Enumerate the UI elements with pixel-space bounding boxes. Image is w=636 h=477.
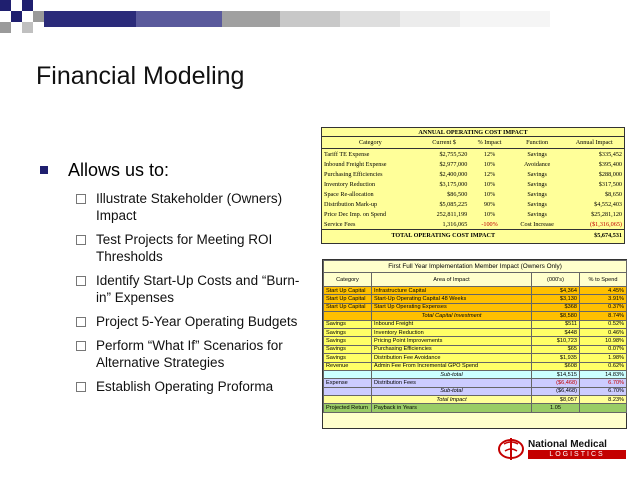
table-row: Start Up Capital Infrastructure Capital $4,364 4.45% — [324, 287, 627, 295]
table-row: Savings Purchasing Efficiencies $65 0.07% — [324, 345, 627, 353]
member-impact-table — [322, 259, 627, 429]
table-header-row: Category Area of Impact (000's) % to Spend — [324, 273, 627, 287]
table-row: Projected Return Payback in Years 1.05 — [324, 404, 627, 412]
sub-bullet: Illustrate Stakeholder (Owners) Impact — [74, 190, 314, 224]
table-row: Savings Pricing Point Improvements $10,723 10.98% — [324, 337, 627, 345]
annual-cost-impact-table — [321, 127, 625, 244]
table-header-row: Category Current $ % Impact Function Annual Impact — [322, 137, 624, 149]
checkbox-bullet-icon — [76, 382, 86, 392]
table-row: Purchasing Efficiencies $2,400,000 12% Savings $288,000 — [324, 170, 622, 178]
table-row: Inbound Freight Expense $2,977,000 10% Avoidance $395,400 — [324, 160, 622, 168]
sub-bullet: Identify Start-Up Costs and “Burn-in” Expenses — [74, 272, 314, 306]
caduceus-logo-icon — [498, 436, 524, 462]
sub-bullet: Project 5-Year Operating Budgets — [74, 313, 314, 330]
slide-title: Financial Modeling — [36, 62, 245, 90]
table-row: Price Dec Imp. on Spend 252,811,199 10% Savings $25,281,120 — [324, 210, 622, 218]
table-row: Distribution Mark-up $5,085,225 90% Savings $4,552,403 — [324, 200, 622, 208]
table-row: Start Up Capital Start-Up Operating Capital 48 Weeks $3,130 3.91% — [324, 295, 627, 303]
table-row: Savings Distribution Fee Avoidance $1,935 1.98% — [324, 354, 627, 362]
checkbox-bullet-icon — [76, 341, 86, 351]
logo-name: National Medical — [528, 439, 607, 450]
table-row: Total Capital Investment $8,580 8.74% — [324, 312, 627, 320]
bullet-square-icon — [40, 166, 48, 174]
sub-bullet: Test Projects for Meeting ROI Thresholds — [74, 231, 314, 265]
table-row: Revenue Admin Fee From Incremental GPO Spend $608 0.62% — [324, 362, 627, 370]
table-row: Savings Inbound Freight $511 0.52% — [324, 320, 627, 328]
sub-bullet-list — [74, 190, 314, 402]
checkbox-bullet-icon — [76, 276, 86, 286]
table-total-row: TOTAL OPERATING COST IMPACT $5,674,531 — [322, 230, 624, 241]
checkbox-bullet-icon — [76, 194, 86, 204]
table-row: Total Impact $8,057 8.23% — [324, 396, 627, 404]
table-row: Expense Distribution Fees ($6,468) 6.70% — [324, 379, 627, 387]
logo-tagline: LOGISTICS — [528, 450, 626, 459]
table-row: Inventory Reduction $3,175,000 10% Savings $317,500 — [324, 180, 622, 188]
table-caption-row: ANNUAL OPERATING COST IMPACT — [322, 128, 624, 137]
sub-bullet: Establish Operating Proforma — [74, 378, 314, 395]
header-decoration — [0, 0, 636, 36]
table-row: Space Re-allocation $86,500 10% Savings $8,650 — [324, 190, 622, 198]
checkbox-bullet-icon — [76, 235, 86, 245]
table-title-row: First Full Year Implementation Member Impact (Owners Only) — [324, 261, 627, 273]
table-row: Savings Inventory Reduction $448 0.46% — [324, 328, 627, 336]
company-logo — [498, 436, 628, 464]
table-row: Start Up Capital Start Up Operating Expenses $368 0.37% — [324, 303, 627, 311]
sub-bullet: Perform “What If” Scenarios for Alternative Strategies — [74, 337, 314, 371]
main-bullet-text: Allows us to: — [68, 160, 170, 180]
table-row: Sub-total ($6,468) 6.70% — [324, 387, 627, 395]
checkbox-bullet-icon — [76, 317, 86, 327]
table-row: Tariff TE Expense $2,755,520 12% Savings $335,452 — [324, 150, 622, 158]
table-row: Service Fees 1,316,065 -100% Cost Increase ($1,316,065) — [324, 220, 622, 228]
table-row: Sub-total $14,515 14.83% — [324, 370, 627, 378]
